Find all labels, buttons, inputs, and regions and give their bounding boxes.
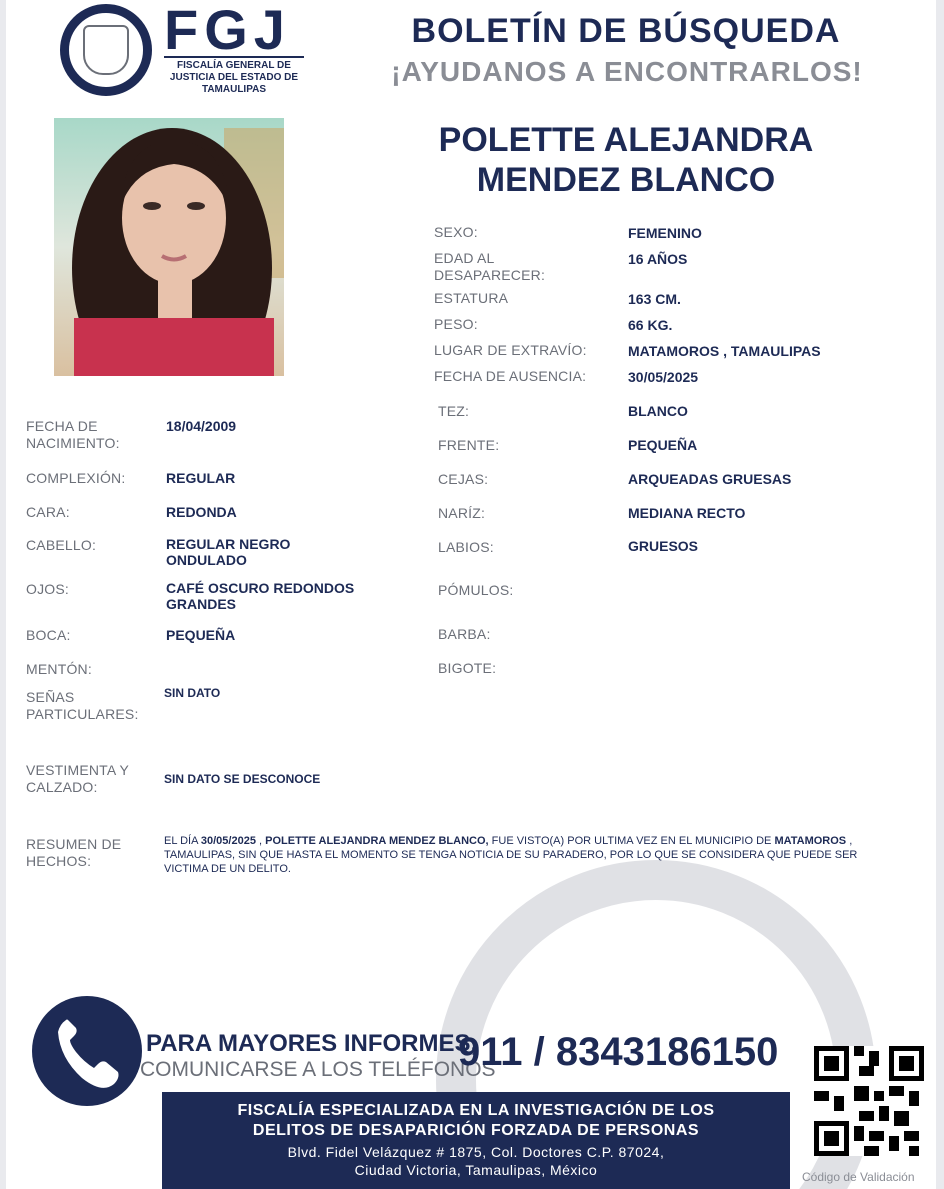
label-face: CARA: bbox=[26, 504, 70, 520]
value-sex: FEMENINO bbox=[628, 225, 702, 241]
label-hair: CABELLO: bbox=[26, 537, 97, 553]
value-height: 163 CM. bbox=[628, 291, 681, 307]
value-eyes: CAFÉ OSCURO REDONDOS GRANDES bbox=[166, 580, 355, 612]
contact-line1: PARA MAYORES INFORMES, bbox=[146, 1030, 478, 1057]
label-forehead: FRENTE: bbox=[438, 437, 500, 453]
value-face: REDONDA bbox=[166, 504, 237, 520]
value-build: REGULAR bbox=[166, 470, 236, 486]
search-bulletin bbox=[6, 0, 936, 1189]
label-height: ESTATURA bbox=[434, 290, 509, 306]
value-lips: GRUESOS bbox=[628, 538, 699, 554]
value-birthdate: 18/04/2009 bbox=[166, 418, 237, 434]
bulletin-subtitle: ¡AYUDANOS A ENCONTRARLOS! bbox=[391, 56, 863, 87]
value-nose: MEDIANA RECTO bbox=[628, 505, 746, 521]
label-sex: SEXO: bbox=[434, 224, 478, 240]
value-complexion-tone: BLANCO bbox=[628, 403, 688, 419]
contact-phones[interactable]: 911 / 8343186150 bbox=[458, 1030, 779, 1074]
label-mustache: BIGOTE: bbox=[438, 660, 497, 676]
missing-person-photo bbox=[54, 118, 284, 376]
label-weight: PESO: bbox=[434, 316, 478, 332]
contact-line2: COMUNICARSE A LOS TELÉFONOS bbox=[140, 1058, 496, 1081]
footer-agency: FISCALÍA ESPECIALIZADA EN LA INVESTIGACIÓN DE LOS DELITOS DE DESAPARICIÓN FORZADA DE PERSONAS Blvd. Fidel Velázquez # 1875, Col. Doctores C.P. 87024, Ciudad Victoria, Tamaulipas, México bbox=[162, 1092, 790, 1189]
value-age: 16 AÑOS bbox=[628, 251, 688, 267]
value-hair: REGULAR NEGRO ONDULADO bbox=[166, 536, 291, 568]
value-marks: SIN DATO bbox=[164, 686, 221, 700]
label-chin: MENTÓN: bbox=[26, 661, 92, 677]
label-beard: BARBA: bbox=[438, 626, 491, 642]
label-summary: RESUMEN DE HECHOS: bbox=[26, 836, 122, 869]
bulletin-title: BOLETÍN DE BÚSQUEDA bbox=[411, 12, 841, 50]
value-place: MATAMOROS , TAMAULIPAS bbox=[628, 343, 821, 359]
value-mouth: PEQUEÑA bbox=[166, 627, 236, 643]
label-eyes: OJOS: bbox=[26, 581, 70, 597]
qr-code-icon bbox=[814, 1046, 924, 1156]
person-name: POLETTE ALEJANDRA MENDEZ BLANCO bbox=[438, 121, 814, 199]
label-birthdate: FECHA DE NACIMIENTO: bbox=[26, 418, 120, 451]
value-eyebrows: ARQUEADAS GRUESAS bbox=[628, 471, 792, 487]
label-lips: LABIOS: bbox=[438, 539, 494, 555]
fgj-logo-subtitle: FISCALÍA GENERAL DE JUSTICIA DEL ESTADO DE TAMAULIPAS bbox=[164, 56, 304, 96]
label-clothing: VESTIMENTA Y CALZADO: bbox=[26, 762, 129, 795]
label-nose: NARÍZ: bbox=[438, 505, 486, 521]
value-absence-date: 30/05/2025 bbox=[628, 369, 699, 385]
value-clothing: SIN DATO SE DESCONOCE bbox=[164, 772, 321, 786]
label-place: LUGAR DE EXTRAVÍO: bbox=[434, 342, 587, 358]
qr-caption: Código de Validación bbox=[802, 1170, 915, 1184]
fgj-logo-text: FGJ bbox=[164, 0, 291, 61]
summary-text: EL DÍA 30/05/2025 , POLETTE ALEJANDRA MENDEZ BLANCO, FUE VISTO(A) POR ULTIMA VEZ EN EL MUNICIPIO DE MATAMOROS , TAMAULIPAS, SIN QUE HASTA EL MOMENTO SE TENGA NOTICIA DE SU PARADERO, POR LO QUE SE CONSIDERA QUE PUEDE SER VICTIMA DE UN DELITO. bbox=[164, 835, 858, 875]
label-eyebrows: CEJAS: bbox=[438, 471, 489, 487]
label-absence-date: FECHA DE AUSENCIA: bbox=[434, 368, 587, 384]
label-complexion-tone: TEZ: bbox=[438, 403, 470, 419]
phone-icon bbox=[32, 996, 142, 1106]
label-age: EDAD AL DESAPARECER: bbox=[434, 250, 546, 283]
label-cheekbones: PÓMULOS: bbox=[438, 582, 514, 598]
label-build: COMPLEXIÓN: bbox=[26, 470, 126, 486]
value-weight: 66 KG. bbox=[628, 317, 673, 333]
label-mouth: BOCA: bbox=[26, 627, 71, 643]
fgj-seal-logo bbox=[60, 4, 152, 96]
value-forehead: PEQUEÑA bbox=[628, 437, 698, 453]
label-marks: SEÑAS PARTICULARES: bbox=[26, 689, 139, 722]
